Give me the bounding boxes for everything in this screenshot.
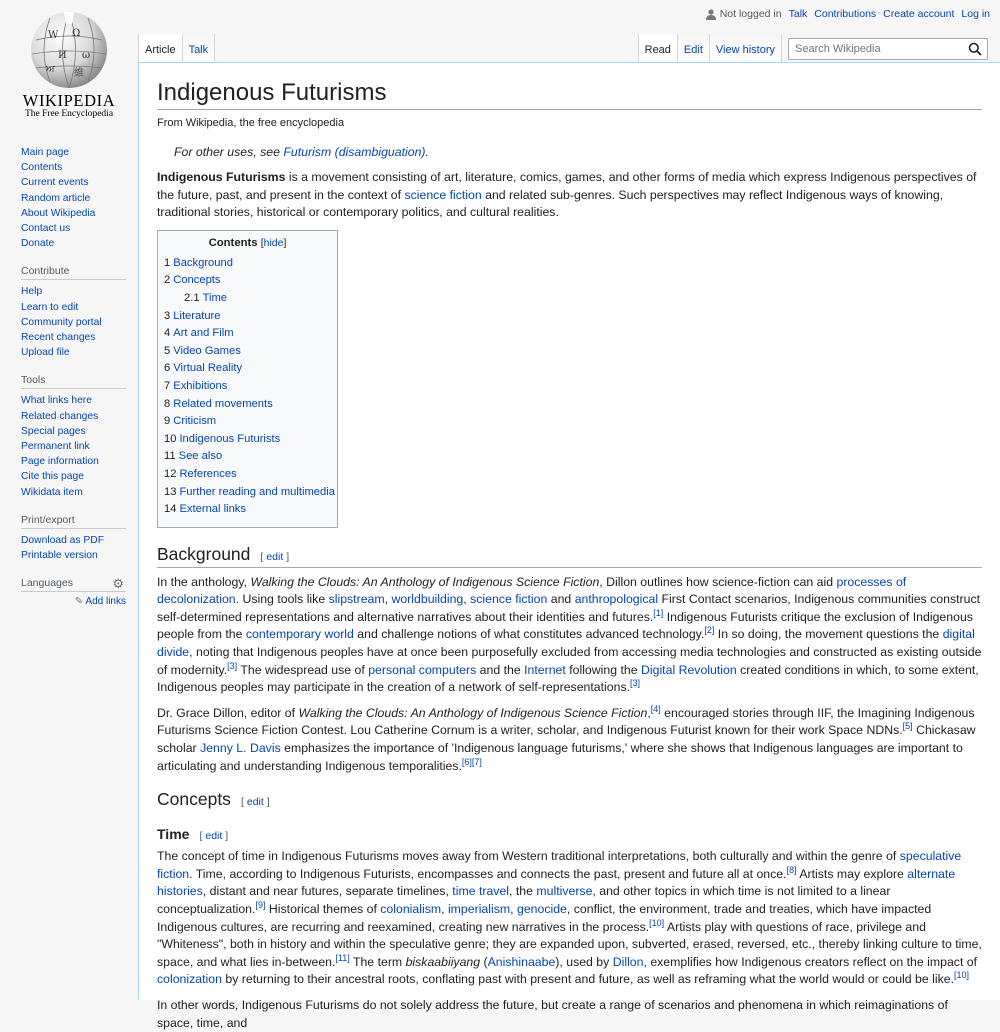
toc-item[interactable] bbox=[164, 343, 331, 361]
text: encouraged stories through IIF, the Imagining Indigenous Futurisms Science Fiction Contest. Lou Catherine Cornum is a writer, scholar, and Indigenous Futurist known for their work Space NDNs. bbox=[157, 705, 975, 738]
sidebar-item-what-links-here[interactable]: What links here bbox=[21, 395, 92, 407]
toc-link[interactable] bbox=[164, 486, 335, 498]
link[interactable]: Digital Revolution bbox=[641, 662, 737, 677]
log-in-link[interactable]: Log in bbox=[961, 8, 990, 20]
hatnote bbox=[174, 145, 982, 159]
sidebar-item-page-information[interactable]: Page information bbox=[21, 456, 99, 468]
sidebar-item-contents[interactable]: Contents bbox=[21, 162, 63, 174]
toc-number: 10 bbox=[164, 432, 177, 445]
sidebar-item-printable-version[interactable]: Printable version bbox=[21, 550, 98, 562]
text: , bbox=[510, 902, 517, 916]
toc-link[interactable] bbox=[164, 327, 234, 339]
login-status: Not logged in bbox=[719, 8, 782, 20]
toc-number: 6 bbox=[164, 362, 171, 375]
text: , exemplifies how Indigenous creators reflect on the impact of bbox=[643, 954, 978, 969]
toc-link[interactable] bbox=[164, 362, 242, 374]
section-heading-concepts: Concepts [ edit ] bbox=[157, 789, 270, 810]
sidebar-item-special-pages[interactable]: Special pages bbox=[21, 425, 86, 437]
sidebar-item-recent-changes[interactable]: Recent changes bbox=[21, 332, 96, 344]
text: and the bbox=[476, 662, 525, 677]
tab-view-history[interactable]: View history bbox=[710, 34, 782, 62]
background-paragraph-2 bbox=[157, 705, 982, 775]
user-icon bbox=[706, 9, 716, 20]
citation-ref[interactable]: [2] bbox=[704, 625, 715, 636]
tab-edit[interactable]: Edit bbox=[678, 34, 710, 62]
page-title: Indigenous Futurisms bbox=[157, 79, 982, 110]
link[interactable]: Internet bbox=[524, 662, 566, 677]
link[interactable]: genocide bbox=[516, 902, 567, 916]
toc-item[interactable] bbox=[164, 378, 331, 396]
citation-ref[interactable]: [6] bbox=[461, 756, 472, 767]
text: In the anthology, bbox=[157, 574, 251, 589]
text: The term bbox=[349, 954, 406, 969]
toc-link[interactable] bbox=[164, 380, 227, 392]
toc-link[interactable] bbox=[164, 415, 216, 427]
wikipedia-logo[interactable] bbox=[0, 0, 138, 130]
svg-text:Ω: Ω bbox=[72, 28, 81, 39]
sidebar-print bbox=[21, 514, 126, 563]
tab-read[interactable]: Read bbox=[638, 34, 678, 62]
citation-ref[interactable]: [4] bbox=[650, 703, 661, 714]
text: , and other topics in which time is not limited to a linear conceptualization. bbox=[157, 884, 891, 916]
toc-number: 1 bbox=[164, 256, 171, 269]
section-title: Background bbox=[157, 543, 251, 564]
text: First Contact scenarios, Indigenous communities construct self-determined representations and alternative narratives about their identities and futures. bbox=[157, 592, 981, 624]
sidebar-item-wikidata-item[interactable]: Wikidata item bbox=[21, 486, 83, 498]
toc-number: 2.1 bbox=[184, 291, 200, 304]
toc-link[interactable] bbox=[184, 292, 227, 304]
toc-number: 4 bbox=[164, 327, 171, 340]
sidebar-contribute-heading: Contribute bbox=[21, 265, 126, 280]
svg-text:ਅ: ਅ bbox=[46, 64, 55, 75]
sidebar-item-download-pdf[interactable]: Download as PDF bbox=[21, 534, 104, 546]
link[interactable]: colonization bbox=[157, 972, 222, 987]
sidebar-tools bbox=[21, 374, 126, 499]
text: and bbox=[547, 592, 575, 607]
toc-item[interactable] bbox=[164, 484, 335, 502]
personal-talk-link[interactable]: Talk bbox=[788, 8, 808, 20]
text: In so doing, the movement questions the bbox=[714, 627, 943, 642]
toc-label: Exhibitions bbox=[173, 379, 228, 392]
sidebar-item-permanent-link[interactable]: Permanent link bbox=[21, 441, 90, 453]
link-science-fiction[interactable]: science fiction bbox=[404, 187, 482, 202]
toc-item[interactable] bbox=[164, 325, 331, 343]
tab-article[interactable]: Article bbox=[138, 34, 183, 62]
toc-label: Time bbox=[202, 291, 228, 304]
link[interactable]: worldbuilding bbox=[391, 592, 464, 607]
toc-number: 3 bbox=[164, 309, 171, 322]
toc-label: Video Games bbox=[173, 344, 241, 357]
toc-label: Literature bbox=[173, 309, 221, 322]
sidebar-contribute bbox=[21, 265, 126, 360]
link[interactable]: personal computers bbox=[368, 662, 477, 677]
link[interactable]: alternate histories bbox=[157, 866, 956, 899]
text: , bbox=[463, 592, 471, 607]
text-italic: biskaabiiyang bbox=[405, 954, 481, 969]
toc-link[interactable] bbox=[164, 274, 221, 286]
toc-label: Virtual Reality bbox=[173, 362, 243, 375]
section-title: Time bbox=[157, 826, 190, 843]
svg-text:維: 維 bbox=[74, 68, 84, 79]
text: created conditions in which, to some extent, Indigenous peoples may participate in the creation of a network of self-representations. bbox=[157, 662, 979, 695]
gear-icon[interactable]: ⚙ bbox=[112, 576, 124, 592]
sidebar-item-cite-this-page[interactable]: Cite this page bbox=[21, 471, 84, 483]
text: , Dillon outlines how science-fiction can aid bbox=[599, 574, 837, 589]
citation-ref[interactable]: [1] bbox=[653, 607, 664, 618]
text: Indigenous Futurists critique the exclusion of Indigenous people from the bbox=[157, 609, 973, 642]
text: Dr. Grace Dillon, editor of bbox=[157, 705, 299, 720]
sidebar-item-community-portal[interactable]: Community portal bbox=[21, 316, 102, 328]
wikipedia-globe-icon bbox=[28, 10, 110, 90]
toc-list bbox=[164, 255, 335, 519]
toc-number: 13 bbox=[164, 485, 177, 498]
sidebar-item-donate[interactable]: Donate bbox=[21, 238, 55, 250]
sidebar bbox=[21, 145, 126, 621]
intro-paragraph bbox=[157, 169, 982, 222]
text: Historical themes of bbox=[265, 902, 381, 916]
article-content bbox=[138, 62, 1000, 1030]
toc-item[interactable] bbox=[164, 431, 331, 449]
sidebar-item-help[interactable]: Help bbox=[21, 286, 43, 298]
tab-talk[interactable]: Talk bbox=[183, 34, 216, 62]
link[interactable]: time travel bbox=[452, 884, 510, 899]
hatnote-link[interactable]: Futurism (disambiguation) bbox=[283, 145, 426, 159]
svg-text:И: И bbox=[58, 50, 67, 61]
text: . Time, according to Indigenous Futurists, encompasses and connects the past, present and future all at once. bbox=[189, 866, 787, 881]
search-box bbox=[788, 38, 988, 60]
text: Artists play with questions of race, privilege and "Whiteness", both in history and within the speculative genre; they are expanded upon, subverted, erased, reversed, etc., thereby linking culture to time, space, and what lies in-between. bbox=[157, 919, 982, 969]
section-heading-background: Background [ edit ] bbox=[157, 544, 982, 568]
citation-ref[interactable]: [8] bbox=[786, 864, 797, 875]
personal-tools bbox=[706, 8, 990, 20]
citation-ref[interactable]: [5] bbox=[902, 721, 913, 732]
toc-number: 7 bbox=[164, 379, 171, 392]
svg-text:W: W bbox=[48, 30, 59, 41]
link[interactable]: anthropological bbox=[574, 592, 659, 607]
link[interactable]: multiverse bbox=[536, 884, 593, 899]
wikipedia-wordmark: WIKIPEDIA bbox=[22, 91, 116, 110]
toc-link[interactable] bbox=[164, 503, 246, 515]
text: , the bbox=[509, 884, 537, 899]
contributions-link[interactable]: Contributions bbox=[814, 8, 877, 20]
table-of-contents: Contents [hide] 1 Background 2 Concepts 2.1 Time 3 Literature 4 Art and Film 5 Video Games 6 Virtual Reality 7 Exhibitions 8 Related movements 9 Criticism 10 Indigenous Futurists 11 See also 12 References 13 Further reading and multimedia 14 External links bbox=[157, 230, 338, 528]
text: emphasizes the importance of 'Indigenous language futurisms,' where she shows that Indigenous languages are important to articulating and understanding Indigenous temporalities. bbox=[157, 741, 963, 773]
toc-item[interactable] bbox=[164, 396, 331, 414]
wikipedia-tagline: The Free Encyclopedia bbox=[24, 109, 114, 119]
link[interactable]: colonialism bbox=[380, 902, 442, 916]
edit-section-link[interactable]: edit bbox=[266, 550, 284, 563]
toc-number: 14 bbox=[164, 503, 177, 516]
toc-link[interactable] bbox=[164, 310, 221, 322]
sidebar-languages-heading: Languages bbox=[21, 577, 126, 592]
sidebar-navigation bbox=[21, 145, 126, 251]
toc-label: Criticism bbox=[173, 415, 217, 428]
site-subtitle: From Wikipedia, the free encyclopedia bbox=[157, 117, 345, 129]
text: Chickasaw scholar bbox=[157, 723, 976, 756]
toc-number: 12 bbox=[164, 467, 177, 480]
citation-ref[interactable]: [10] bbox=[649, 917, 665, 928]
text: , distant and near futures, separate timelines, bbox=[202, 884, 453, 899]
text-italic: Walking the Clouds: An Anthology of Indigenous Science Fiction bbox=[250, 574, 600, 589]
hatnote-text: For other uses, see bbox=[174, 145, 284, 159]
text: following the bbox=[565, 662, 641, 677]
text: ( bbox=[480, 954, 488, 969]
toc-hide-link[interactable]: hide bbox=[263, 236, 284, 249]
text: The concept of time in Indigenous Futurisms moves away from Western traditional interpretations, both culturally and within the genre of bbox=[157, 849, 900, 864]
citation-ref[interactable]: [10] bbox=[954, 970, 970, 981]
link[interactable]: slipstream bbox=[328, 592, 385, 607]
add-links-link[interactable]: Add links bbox=[85, 596, 126, 608]
search-input[interactable] bbox=[789, 39, 959, 59]
section-title: Concepts bbox=[157, 789, 231, 810]
sidebar-item-learn-to-edit[interactable]: Learn to edit bbox=[21, 301, 79, 313]
citation-ref[interactable]: [11] bbox=[335, 952, 350, 963]
toc-label: References bbox=[179, 467, 237, 480]
citation-ref[interactable]: [7] bbox=[471, 756, 482, 767]
toc-item[interactable] bbox=[164, 290, 331, 308]
toc-label: Art and Film bbox=[173, 327, 234, 340]
background-paragraph-1 bbox=[157, 574, 982, 697]
toc-link[interactable] bbox=[164, 345, 241, 357]
toc-label: Background bbox=[173, 256, 233, 269]
link[interactable]: Dillon bbox=[612, 954, 644, 969]
text: , conflict, the environment, trade and treaties, which have impacted Indigenous cultures, are recurring and reexamined, creating new narratives in the process. bbox=[157, 902, 932, 934]
toc-item[interactable] bbox=[164, 360, 331, 378]
toc-link[interactable] bbox=[164, 398, 273, 410]
toc-number: 8 bbox=[164, 397, 171, 410]
intro-bold-title: Indigenous Futurisms bbox=[157, 170, 286, 184]
time-paragraph-2: In other words, Indigenous Futurisms do not solely address the future, but create a range of scenarios and phenomena in which reimaginations of space, time, and bbox=[157, 997, 948, 1030]
edit-section-link[interactable]: edit bbox=[246, 796, 264, 809]
text: , bbox=[441, 902, 448, 916]
link[interactable]: science fiction bbox=[470, 592, 548, 607]
toc-title: Contents bbox=[208, 236, 258, 249]
citation-ref[interactable]: [3] bbox=[630, 678, 641, 689]
intro-text: and related sub-genres. Such perspectives may reflect Indigenous ways of knowing, traditional stories, historical or contemporary politics, and cultural realities. bbox=[157, 187, 944, 220]
hatnote-end: . bbox=[425, 145, 429, 159]
toc-item[interactable] bbox=[164, 308, 331, 326]
sidebar-item-random-article[interactable]: Random article bbox=[21, 192, 91, 204]
time-paragraph-1 bbox=[157, 848, 982, 989]
toc-label: Indigenous Futurists bbox=[179, 432, 281, 445]
text: The widespread use of bbox=[237, 662, 369, 677]
toc-label: External links bbox=[179, 503, 246, 516]
create-account-link[interactable]: Create account bbox=[883, 8, 955, 20]
section-heading-time: Time [ edit ] bbox=[157, 826, 229, 843]
toc-item[interactable] bbox=[164, 413, 331, 431]
text: , bbox=[384, 592, 392, 607]
text: and challenge notions of what constitutes advanced technology. bbox=[353, 627, 705, 642]
toc-link[interactable] bbox=[164, 257, 233, 269]
citation-ref[interactable]: [9] bbox=[255, 899, 266, 910]
citation-ref[interactable]: [3] bbox=[227, 660, 238, 671]
text: , bbox=[647, 705, 651, 720]
toc-item[interactable] bbox=[164, 448, 331, 466]
svg-text:ω: ω bbox=[82, 50, 91, 61]
toc-item[interactable] bbox=[164, 272, 331, 290]
text-italic: Walking the Clouds: An Anthology of Indigenous Science Fiction bbox=[298, 705, 648, 720]
sidebar-item-contact[interactable]: Contact us bbox=[21, 223, 71, 235]
pencil-icon: ✎ bbox=[74, 596, 84, 608]
toc-item[interactable] bbox=[164, 501, 331, 519]
text: , noting that Indigenous peoples have at once been purposefully excluded from accessing media technologies and constructed as existing outside of modernity. bbox=[157, 645, 982, 677]
toc-link[interactable] bbox=[164, 450, 222, 462]
link[interactable]: Jenny L. Davis bbox=[200, 741, 281, 756]
toc-label: Further reading and multimedia bbox=[179, 485, 335, 498]
toc-number: 5 bbox=[164, 344, 171, 357]
text: . Using tools like bbox=[235, 592, 329, 607]
link[interactable]: digital divide bbox=[157, 627, 975, 660]
toc-label: See also bbox=[178, 450, 223, 463]
toc-label: Related movements bbox=[173, 397, 273, 410]
sidebar-print-heading: Print/export bbox=[21, 514, 126, 529]
toc-item[interactable] bbox=[164, 255, 331, 273]
link[interactable]: Anishinaabe bbox=[487, 954, 556, 969]
text: Artists may explore bbox=[796, 866, 908, 881]
toc-number: 11 bbox=[164, 450, 176, 463]
sidebar-item-main-page[interactable]: Main page bbox=[21, 147, 70, 158]
toc-number: 2 bbox=[164, 274, 171, 287]
toc-label: Concepts bbox=[173, 274, 221, 287]
link[interactable]: processes of decolonization bbox=[157, 574, 907, 607]
sidebar-tools-heading: Tools bbox=[21, 374, 126, 389]
toc-link[interactable] bbox=[164, 433, 280, 445]
sidebar-item-upload-file[interactable]: Upload file bbox=[21, 347, 70, 359]
link[interactable]: speculative fiction bbox=[157, 849, 962, 881]
link[interactable]: contemporary world bbox=[245, 627, 354, 642]
toc-link[interactable] bbox=[164, 468, 237, 480]
sidebar-item-related-changes[interactable]: Related changes bbox=[21, 410, 99, 422]
sidebar-item-about[interactable]: About Wikipedia bbox=[21, 207, 96, 219]
sidebar-languages bbox=[21, 577, 126, 607]
toc-number: 9 bbox=[164, 415, 171, 428]
toc-item[interactable] bbox=[164, 466, 331, 484]
text: by returning to their ancestral roots, conflating past with present and future, as well as reframing what the world would or could be like. bbox=[221, 972, 954, 987]
sidebar-item-current-events[interactable]: Current events bbox=[21, 177, 89, 189]
edit-section-link[interactable]: edit bbox=[205, 830, 223, 843]
intro-text: is a movement consisting of art, literature, comics, games, and other forms of media which express Indigenous perspectives of the future, past, and present in the context of bbox=[157, 170, 977, 202]
view-tabs bbox=[638, 34, 782, 62]
namespace-tabs bbox=[138, 34, 215, 62]
link[interactable]: imperialism bbox=[447, 902, 511, 916]
text: ), used by bbox=[555, 954, 613, 969]
search-icon[interactable] bbox=[968, 42, 982, 56]
